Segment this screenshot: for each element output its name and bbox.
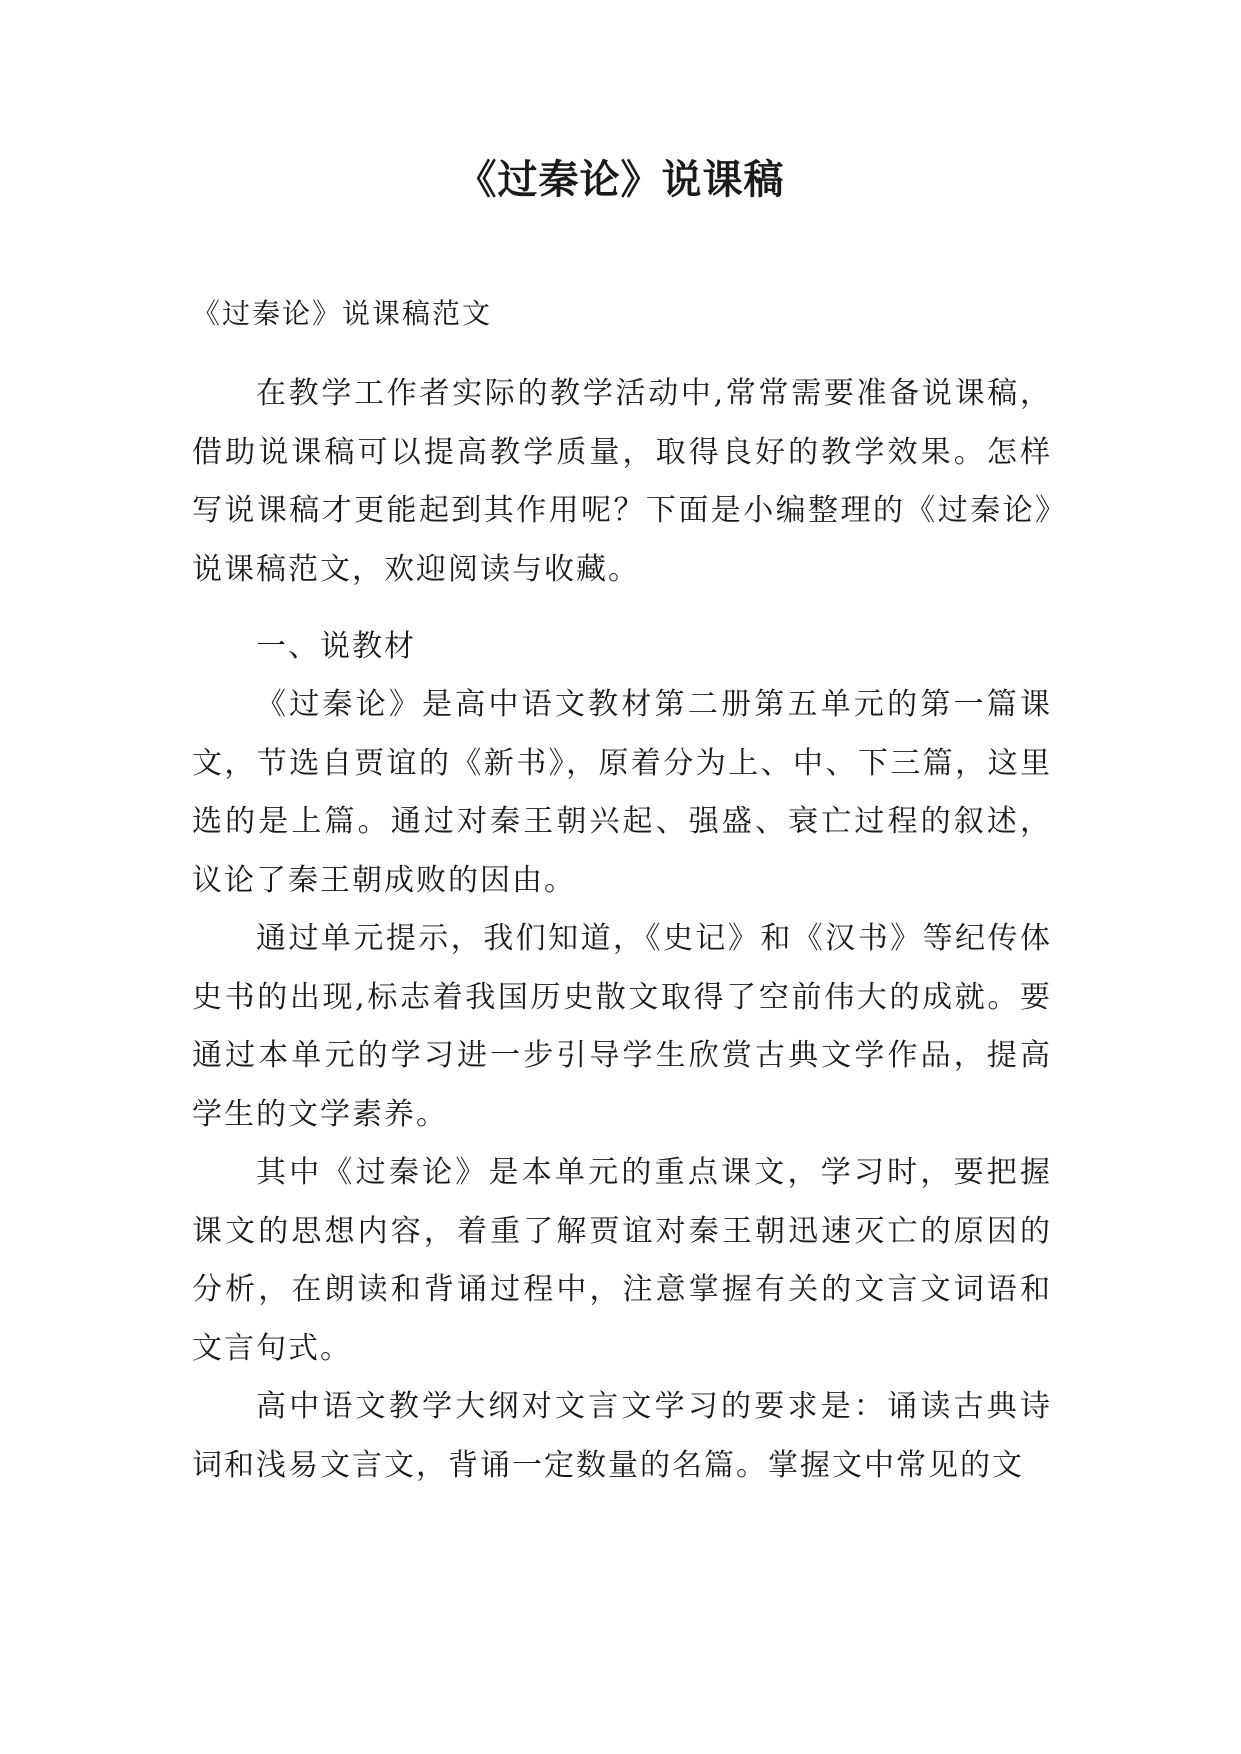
body-paragraph: 其中《过秦论》是本单元的重点课文，学习时，要把握课文的思想内容，着重了解贾谊对秦王朝迅速灭亡的原因的分析，在朗读和背诵过程中，注意掌握有关的文言文词语和文言句式。 [192, 1155, 1052, 1366]
section-heading [192, 618, 1052, 677]
body-paragraph: 高中语文教学大纲对文言文学习的要求是：诵读古典诗词和浅易文言文，背诵一定数量的名篇。掌握文中常见的文 [192, 1389, 1052, 1483]
body-paragraphs [192, 676, 1052, 1495]
section-heading-text: 一、说教材 [256, 629, 416, 664]
document-title: 《过秦论》说课稿 [456, 157, 785, 203]
intro-paragraph [192, 365, 1052, 599]
body-paragraph: 《过秦论》是高中语文教材第二册第五单元的第一篇课文，节选自贾谊的《新书》，原着分为上、中、下三篇，这里选的是上篇。通过对秦王朝兴起、强盛、衰亡过程的叙述，议论了秦王朝成败的因由。 [192, 687, 1052, 898]
document-subtitle: 《过秦论》说课稿范文 [192, 297, 493, 330]
body-paragraph: 通过单元提示，我们知道，《史记》和《汉书》等纪传体史书的出现,标志着我国历史散文取得了空前伟大的成就。要通过本单元的学习进一步引导学生欣赏古典文学作品，提高学生的文学素养。 [192, 921, 1052, 1132]
intro-text: 在教学工作者实际的教学活动中,常常需要准备说课稿，借助说课稿可以提高教学质量，取得良好的教学效果。怎样写说课稿才更能起到其作用呢？下面是小编整理的《过秦论》说课稿范文，欢迎阅读与收藏。 [192, 376, 1052, 587]
